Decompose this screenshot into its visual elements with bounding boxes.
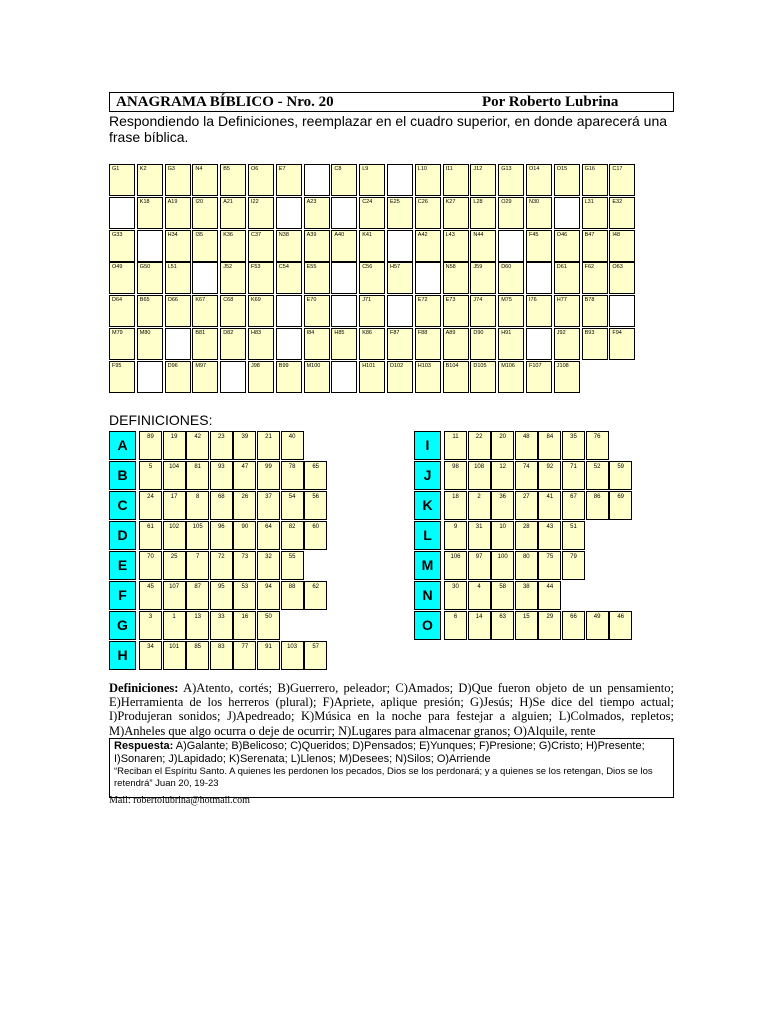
- grid-cell: D64: [109, 295, 135, 327]
- answer-cell[interactable]: 19: [163, 431, 186, 460]
- answer-cell[interactable]: 40: [281, 431, 304, 460]
- answer-cell[interactable]: 21: [257, 431, 280, 460]
- grid-cell-blank: [192, 262, 218, 294]
- bible-quote: “Reciban el Espíritu Santo. A quienes les perdonen los pecados, Dios se los perdonará; y a quienes se los retengan, Dios se los retendrá” Juan 20, 19-23: [114, 766, 653, 789]
- answer-cell[interactable]: 23: [210, 431, 233, 460]
- grid-cell: D96: [165, 361, 191, 393]
- answer-cell[interactable]: 9: [444, 521, 467, 550]
- answer-letter-o: O: [414, 611, 441, 640]
- grid-cell-blank: [331, 295, 357, 327]
- answer-cell[interactable]: 12: [491, 461, 514, 490]
- grid-cell: G1: [109, 164, 135, 196]
- grid-cell: J108: [554, 361, 580, 393]
- answer-cell[interactable]: 90: [233, 521, 256, 550]
- grid-cell: L31: [582, 197, 608, 229]
- grid-cell: F53: [248, 262, 274, 294]
- answer-letter-c: C: [109, 491, 136, 520]
- grid-cell: I22: [248, 197, 274, 229]
- answer-cell[interactable]: 37: [257, 491, 280, 520]
- answer-cell[interactable]: 57: [304, 641, 327, 670]
- answer-cell[interactable]: 46: [609, 611, 632, 640]
- definitions-paragraph: [109, 681, 674, 738]
- answer-cell[interactable]: 84: [538, 431, 561, 460]
- answer-cell[interactable]: 47: [233, 461, 256, 490]
- author-name: Por Roberto Lubrina: [482, 94, 619, 110]
- grid-cell: F95: [109, 361, 135, 393]
- answer-cell[interactable]: 60: [304, 521, 327, 550]
- answer-letter-h: H: [109, 641, 136, 670]
- grid-cell: C68: [220, 295, 246, 327]
- grid-cell: B47: [582, 230, 608, 262]
- grid-cell: K69: [248, 295, 274, 327]
- grid-cell-blank: [137, 230, 163, 262]
- grid-cell: K27: [443, 197, 469, 229]
- answer-cell[interactable]: 79: [562, 551, 585, 580]
- answer-cell[interactable]: 91: [257, 641, 280, 670]
- grid-cell: E55: [304, 262, 330, 294]
- answer-cell[interactable]: 31: [468, 521, 491, 550]
- grid-cell: B5: [220, 164, 246, 196]
- answer-cell[interactable]: 86: [586, 491, 609, 520]
- grid-cell: L10: [415, 164, 441, 196]
- grid-cell: K67: [192, 295, 218, 327]
- grid-cell: I35: [192, 230, 218, 262]
- grid-cell: J71: [359, 295, 385, 327]
- answer-text: A)Galante; B)Belicoso; C)Queridos; D)Pensados; E)Yunques; F)Presione; G)Cristo; H)Presente; I)Sonaren; J)Lapidado; K)Serenata; L)Llenos; M)Desees; N)Silos; O)Arriende: [114, 740, 645, 765]
- answer-cell[interactable]: 103: [281, 641, 304, 670]
- answer-cell[interactable]: 29: [538, 611, 561, 640]
- answer-letter-a: A: [109, 431, 136, 460]
- grid-cell: L9: [359, 164, 385, 196]
- answer-cell[interactable]: 4: [468, 581, 491, 610]
- answer-letter-g: G: [109, 611, 136, 640]
- grid-cell-blank: [304, 164, 330, 196]
- grid-cell: F62: [582, 262, 608, 294]
- grid-cell: N4: [192, 164, 218, 196]
- answer-cell[interactable]: 53: [233, 581, 256, 610]
- grid-cell-blank: [526, 262, 552, 294]
- answer-cell[interactable]: 45: [139, 581, 162, 610]
- answer-cell[interactable]: 6: [444, 611, 467, 640]
- grid-cell: L43: [443, 230, 469, 262]
- grid-cell: B93: [582, 328, 608, 360]
- grid-cell-blank: [387, 295, 413, 327]
- answer-cell[interactable]: 97: [468, 551, 491, 580]
- grid-cell: H101: [359, 361, 385, 393]
- grid-cell: K36: [220, 230, 246, 262]
- answer-cell[interactable]: 38: [515, 581, 538, 610]
- answer-cell[interactable]: 41: [538, 491, 561, 520]
- answer-cell[interactable]: 70: [139, 551, 162, 580]
- grid-cell: N30: [526, 197, 552, 229]
- grid-cell: K18: [137, 197, 163, 229]
- definitions-heading: DEFINICIONES:: [109, 412, 213, 428]
- grid-cell: G50: [137, 262, 163, 294]
- grid-cell: K41: [359, 230, 385, 262]
- grid-cell: E70: [304, 295, 330, 327]
- answer-cell[interactable]: 43: [538, 521, 561, 550]
- answer-cell[interactable]: 104: [163, 461, 186, 490]
- grid-cell-blank: [109, 197, 135, 229]
- grid-cell-blank: [554, 197, 580, 229]
- answer-cell[interactable]: 35: [562, 431, 585, 460]
- grid-cell: H103: [415, 361, 441, 393]
- grid-cell: M106: [498, 361, 524, 393]
- answer-letter-m: M: [414, 551, 441, 580]
- answer-cell[interactable]: 5: [139, 461, 162, 490]
- grid-cell: F87: [387, 328, 413, 360]
- answer-cell[interactable]: 16: [233, 611, 256, 640]
- grid-cell: N58: [443, 262, 469, 294]
- answer-cell[interactable]: 68: [210, 491, 233, 520]
- answer-cell[interactable]: 20: [491, 431, 514, 460]
- grid-cell: C24: [359, 197, 385, 229]
- grid-cell: G3: [165, 164, 191, 196]
- answer-cell[interactable]: 22: [468, 431, 491, 460]
- grid-cell-blank: [137, 361, 163, 393]
- grid-cell: C8: [331, 164, 357, 196]
- grid-cell-blank: [165, 328, 191, 360]
- grid-cell-blank: [498, 230, 524, 262]
- grid-cell: K86: [359, 328, 385, 360]
- answer-cell[interactable]: 95: [210, 581, 233, 610]
- grid-cell: A39: [304, 230, 330, 262]
- grid-cell: B65: [137, 295, 163, 327]
- grid-cell: D102: [387, 361, 413, 393]
- answer-cell[interactable]: 1: [163, 611, 186, 640]
- grid-cell: D105: [470, 361, 496, 393]
- mail-footer: Mail: robertolubrina@hotmail.com: [109, 795, 250, 806]
- grid-cell: A23: [304, 197, 330, 229]
- grid-cell: I48: [609, 230, 635, 262]
- answer-cell[interactable]: 101: [163, 641, 186, 670]
- grid-cell: B99: [276, 361, 302, 393]
- answer-letter-n: N: [414, 581, 441, 610]
- grid-cell: M97: [192, 361, 218, 393]
- answer-cell[interactable]: 83: [210, 641, 233, 670]
- grid-cell: M79: [109, 328, 135, 360]
- grid-cell-blank: [276, 328, 302, 360]
- grid-cell: J52: [220, 262, 246, 294]
- answer-cell[interactable]: 48: [515, 431, 538, 460]
- answer-cell[interactable]: 78: [281, 461, 304, 490]
- answer-letter-b: B: [109, 461, 136, 490]
- grid-cell: I11: [443, 164, 469, 196]
- grid-cell: H77: [554, 295, 580, 327]
- answer-cell[interactable]: 58: [491, 581, 514, 610]
- grid-cell: N44: [470, 230, 496, 262]
- answer-cell[interactable]: 55: [281, 551, 304, 580]
- grid-cell-blank: [609, 295, 635, 327]
- grid-cell: O66: [165, 295, 191, 327]
- answer-cell[interactable]: 51: [562, 521, 585, 550]
- grid-cell: O46: [554, 230, 580, 262]
- definitions-text: A)Atento, cortés; B)Guerrero, peleador; C)Amados; D)Que fueron objeto de un pensamiento; E)Herramienta de los herreros (plural); F)Apriete, aplique presión; G)Jesús; H)Se dice del tiempo actual; I)Produjeran sonidos; J)Apedreado; K)Música en la noche para festejar a alguien; L)Colmados, repletos; M)Anheles que algo ocurra o deje de ocurrir; N)Lugares para almacenar granos; O)Alquile, rente: [109, 681, 674, 738]
- answer-cell[interactable]: 34: [139, 641, 162, 670]
- answer-cell[interactable]: 3: [139, 611, 162, 640]
- grid-cell: A42: [415, 230, 441, 262]
- grid-cell: L28: [470, 197, 496, 229]
- grid-cell: E7: [276, 164, 302, 196]
- answer-cell[interactable]: 42: [186, 431, 209, 460]
- grid-cell-blank: [331, 262, 357, 294]
- grid-cell: A89: [443, 328, 469, 360]
- answer-cell[interactable]: 18: [444, 491, 467, 520]
- grid-cell: A19: [165, 197, 191, 229]
- answer-cell[interactable]: 108: [468, 461, 491, 490]
- grid-cell: I76: [526, 295, 552, 327]
- grid-cell: D90: [470, 328, 496, 360]
- grid-cell: E25: [387, 197, 413, 229]
- answer-cell[interactable]: 73: [233, 551, 256, 580]
- grid-cell-blank: [387, 230, 413, 262]
- grid-cell: L51: [165, 262, 191, 294]
- grid-cell: J74: [470, 295, 496, 327]
- definitions-label: Definiciones:: [109, 681, 179, 695]
- grid-cell: D61: [554, 262, 580, 294]
- grid-cell: E73: [443, 295, 469, 327]
- grid-cell: N38: [276, 230, 302, 262]
- grid-cell-blank: [526, 328, 552, 360]
- answer-cell[interactable]: 98: [444, 461, 467, 490]
- grid-cell: G16: [582, 164, 608, 196]
- answer-cell[interactable]: 27: [515, 491, 538, 520]
- grid-cell: E72: [415, 295, 441, 327]
- answer-cell[interactable]: 61: [139, 521, 162, 550]
- answer-cell[interactable]: 94: [257, 581, 280, 610]
- answer-cell[interactable]: 81: [186, 461, 209, 490]
- answer-cell[interactable]: 56: [304, 491, 327, 520]
- answer-cell[interactable]: 14: [468, 611, 491, 640]
- answer-cell[interactable]: 8: [186, 491, 209, 520]
- answer-cell[interactable]: 87: [186, 581, 209, 610]
- grid-cell: F107: [526, 361, 552, 393]
- grid-cell-blank: [387, 164, 413, 196]
- grid-cell-blank: [331, 197, 357, 229]
- grid-cell: J59: [470, 262, 496, 294]
- answer-cell[interactable]: 39: [233, 431, 256, 460]
- answer-cell[interactable]: 100: [491, 551, 514, 580]
- grid-cell-blank: [276, 197, 302, 229]
- answer-cell[interactable]: 10: [491, 521, 514, 550]
- answer-cell[interactable]: 71: [562, 461, 585, 490]
- grid-cell: O14: [526, 164, 552, 196]
- grid-cell-blank: [415, 262, 441, 294]
- answer-letter-j: J: [414, 461, 441, 490]
- answer-cell[interactable]: 77: [233, 641, 256, 670]
- grid-cell-blank: [276, 295, 302, 327]
- grid-cell: J92: [554, 328, 580, 360]
- answer-cell[interactable]: 99: [257, 461, 280, 490]
- grid-cell: O15: [554, 164, 580, 196]
- grid-cell: D60: [498, 262, 524, 294]
- answer-cell[interactable]: 17: [163, 491, 186, 520]
- grid-cell: B78: [582, 295, 608, 327]
- answer-letter-l: L: [414, 521, 441, 550]
- grid-cell: H34: [165, 230, 191, 262]
- grid-cell: A21: [220, 197, 246, 229]
- answer-cell[interactable]: 107: [163, 581, 186, 610]
- grid-cell: G33: [109, 230, 135, 262]
- grid-cell: J12: [470, 164, 496, 196]
- answer-label: Respuesta:: [114, 740, 174, 752]
- answer-cell[interactable]: 2: [468, 491, 491, 520]
- answer-cell[interactable]: 92: [538, 461, 561, 490]
- answer-cell[interactable]: 65: [304, 461, 327, 490]
- answer-cell[interactable]: 62: [304, 581, 327, 610]
- answer-cell[interactable]: 82: [281, 521, 304, 550]
- answer-cell[interactable]: 67: [562, 491, 585, 520]
- answer-cell[interactable]: 15: [515, 611, 538, 640]
- answer-cell[interactable]: 36: [491, 491, 514, 520]
- grid-cell: M80: [137, 328, 163, 360]
- grid-cell: K2: [137, 164, 163, 196]
- grid-cell: H85: [331, 328, 357, 360]
- answer-cell[interactable]: 93: [210, 461, 233, 490]
- grid-cell: C37: [248, 230, 274, 262]
- title-box: [109, 92, 674, 112]
- answer-cell[interactable]: 88: [281, 581, 304, 610]
- page-title: ANAGRAMA BÍBLICO - Nro. 20: [116, 94, 334, 110]
- answer-cell[interactable]: 32: [257, 551, 280, 580]
- grid-cell: F88: [415, 328, 441, 360]
- grid-cell: F45: [526, 230, 552, 262]
- answer-cell[interactable]: 66: [562, 611, 585, 640]
- answer-cell[interactable]: 25: [163, 551, 186, 580]
- answer-letter-d: D: [109, 521, 136, 550]
- grid-cell: C56: [359, 262, 385, 294]
- answer-cell[interactable]: 44: [538, 581, 561, 610]
- answer-cell[interactable]: 102: [163, 521, 186, 550]
- answer-cell[interactable]: 69: [609, 491, 632, 520]
- answer-cell[interactable]: 13: [186, 611, 209, 640]
- answer-line: [114, 740, 669, 766]
- answer-cell[interactable]: 24: [139, 491, 162, 520]
- answer-cell[interactable]: 59: [609, 461, 632, 490]
- answer-box: [109, 738, 674, 798]
- grid-cell: D82: [220, 328, 246, 360]
- grid-cell: J98: [248, 361, 274, 393]
- answer-cell[interactable]: 105: [186, 521, 209, 550]
- answer-letter-i: I: [414, 431, 441, 460]
- answer-letter-e: E: [109, 551, 136, 580]
- answer-cell[interactable]: 64: [257, 521, 280, 550]
- answer-cell[interactable]: 63: [491, 611, 514, 640]
- grid-cell: H83: [248, 328, 274, 360]
- grid-cell: B104: [443, 361, 469, 393]
- grid-cell-blank: [220, 361, 246, 393]
- answer-letter-k: K: [414, 491, 441, 520]
- answer-cell[interactable]: 74: [515, 461, 538, 490]
- grid-cell: A40: [331, 230, 357, 262]
- grid-cell: I84: [304, 328, 330, 360]
- answer-cell[interactable]: 106: [444, 551, 467, 580]
- grid-cell: H91: [498, 328, 524, 360]
- answer-cell[interactable]: 54: [281, 491, 304, 520]
- answer-cell[interactable]: 96: [210, 521, 233, 550]
- grid-cell: E32: [609, 197, 635, 229]
- answer-cell[interactable]: 80: [515, 551, 538, 580]
- answer-letter-f: F: [109, 581, 136, 610]
- answer-cell[interactable]: 49: [586, 611, 609, 640]
- answer-cell[interactable]: 52: [586, 461, 609, 490]
- grid-cell: O29: [498, 197, 524, 229]
- answer-cell[interactable]: 76: [586, 431, 609, 460]
- grid-cell: I20: [192, 197, 218, 229]
- grid-cell: O49: [109, 262, 135, 294]
- grid-cell: C54: [276, 262, 302, 294]
- grid-cell: O63: [609, 262, 635, 294]
- answer-cell[interactable]: 75: [538, 551, 561, 580]
- answer-cell[interactable]: 11: [444, 431, 467, 460]
- answer-cell[interactable]: 30: [444, 581, 467, 610]
- answer-cell[interactable]: 33: [210, 611, 233, 640]
- grid-cell: M75: [498, 295, 524, 327]
- grid-cell: M100: [304, 361, 330, 393]
- answer-cell[interactable]: 7: [186, 551, 209, 580]
- answer-cell[interactable]: 26: [233, 491, 256, 520]
- grid-cell: B81: [192, 328, 218, 360]
- answer-cell[interactable]: 85: [186, 641, 209, 670]
- answer-cell[interactable]: 50: [257, 611, 280, 640]
- grid-cell: G13: [498, 164, 524, 196]
- grid-cell: O6: [248, 164, 274, 196]
- grid-cell: C26: [415, 197, 441, 229]
- grid-cell: F94: [609, 328, 635, 360]
- answer-cell[interactable]: 28: [515, 521, 538, 550]
- instructions-text: Respondiendo la Definiciones, reemplazar en el cuadro superior, en donde aparecerá una frase bíblica.: [109, 113, 668, 145]
- grid-cell-blank: [331, 361, 357, 393]
- grid-cell: H57: [387, 262, 413, 294]
- answer-cell[interactable]: 72: [210, 551, 233, 580]
- answer-cell[interactable]: 89: [139, 431, 162, 460]
- grid-cell: C17: [609, 164, 635, 196]
